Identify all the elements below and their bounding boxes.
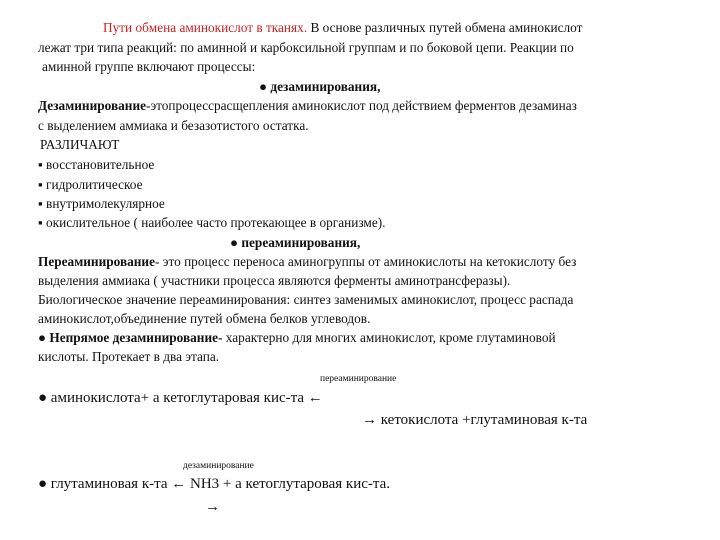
reaction-equation: → кетокислота +глутаминовая к-та bbox=[362, 412, 588, 428]
deamination-term: Дезаминирование bbox=[38, 98, 147, 113]
paragraph-line: аминной группе включают процессы: bbox=[42, 59, 256, 74]
distinguish-label: РАЗЛИЧАЮТ bbox=[40, 137, 120, 152]
deamination-definition: -этопроцессрасщепления аминокислот под действием ферментов дезаминаз bbox=[146, 98, 577, 113]
list-item: ▪ внутримолекулярное bbox=[38, 196, 165, 211]
reaction-equation: ● аминокислота+ а кетоглутаровая кис-та ← bbox=[38, 390, 323, 406]
reaction-equation: ● глутаминовая к-та ← NH3 + а кетоглутаровая кис-та. bbox=[38, 476, 391, 492]
paragraph-line: с выделением аммиака и безазотистого остатка. bbox=[38, 118, 309, 133]
paragraph-line: Биологическое значение переаминирования: синтез заменимых аминокислот, процесс распада bbox=[38, 292, 574, 307]
indirect-deamination-term: ● Непрямое дезаминирование- bbox=[38, 330, 223, 345]
paragraph-line bbox=[38, 98, 577, 114]
paragraph-line: кислоты. Протекает в два этапа. bbox=[38, 349, 220, 364]
reaction-arrow: → bbox=[205, 499, 220, 515]
paragraph-line bbox=[103, 20, 582, 36]
paragraph-line: аминокислот,объединение путей обмена белков углеводов. bbox=[38, 311, 371, 326]
section-title: Пути обмена аминокислот в тканях. bbox=[103, 20, 308, 35]
transamination-heading: ● переаминирования, bbox=[230, 235, 361, 250]
list-item: ▪ окислительное ( наиболее часто протекающее в организме). bbox=[38, 215, 386, 230]
intro-text: В основе различных путей обмена аминокислот bbox=[307, 20, 583, 35]
transamination-definition: - это процесс переноса аминогруппы от аминокислоты на кетокислоту без bbox=[155, 254, 577, 269]
paragraph-line: выделения аммиака ( участники процесса являются ферменты аминотрансферазы). bbox=[38, 273, 511, 288]
transamination-term: Переаминирование bbox=[38, 254, 155, 269]
reaction-label: переаминирование bbox=[320, 374, 397, 384]
indirect-deamination-definition: характерно для многих аминокислот, кроме глутаминовой bbox=[222, 330, 556, 345]
paragraph-line bbox=[38, 330, 556, 346]
list-item: ▪ гидролитическое bbox=[38, 177, 143, 192]
reaction-label: дезаминирование bbox=[183, 461, 254, 471]
paragraph-line bbox=[38, 254, 576, 270]
list-item: ▪ восстановительное bbox=[38, 157, 155, 172]
paragraph-line: лежат три типа реакций: по аминной и карбоксильной группам и по боковой цепи. Реакции по bbox=[38, 40, 574, 55]
deamination-heading: ● дезаминирования, bbox=[259, 79, 381, 94]
